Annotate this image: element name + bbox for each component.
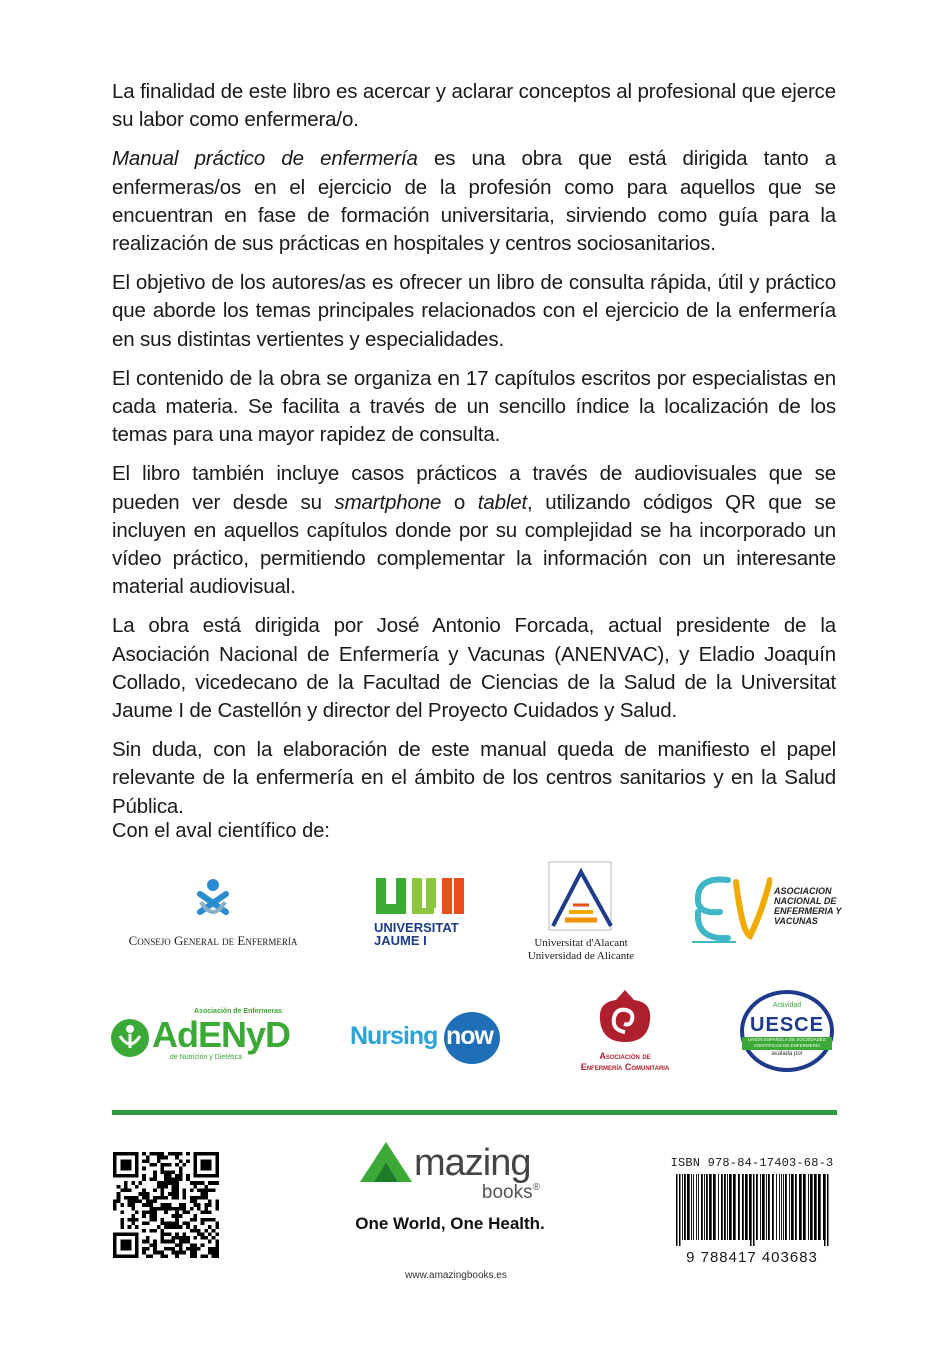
publisher-url[interactable]: www.amazingbooks.es	[405, 1270, 507, 1281]
body-paragraph: Sin duda, con la elaboración de este manual queda de manifiesto el papel relevante de la enfermería en el ámbito de los centros sanitarios y en la Salud Pública.	[112, 738, 836, 818]
publisher-slogan: One World, One Health.	[355, 1214, 545, 1233]
body-paragraph: La obra está dirigida por José Antonio Forcada, actual presidente de la Asociación Nacional de Enfermería y Vacunas (ANENVAC), y Eladio Joaquín Collado, vicedecano de la Facultad de Ciencias de la Salud de la Universitat Jaume I de Castellón y director del Proyecto Cuidados y Salud.	[112, 614, 836, 723]
body-paragraph: El objetivo de los autores/as es ofrecer un libro de consulta rápida, útil y práctico que aborde los temas principales relacionados con el ejercicio de la enfermería en sus distintas vertientes y especialidades.	[112, 271, 836, 351]
adenyd-top: Asociación de Enfermeras	[194, 1008, 282, 1015]
nursing-word: Nursing	[350, 1022, 438, 1050]
endorsement-heading: Con el aval científico de:	[112, 820, 330, 842]
cge-name: Consejo General de Enfermería	[128, 933, 298, 948]
amazing-a-icon	[358, 1140, 414, 1184]
isbn-text: ISBN 978-84-17403-68-3	[670, 1156, 834, 1170]
nursing-now-logo	[350, 1012, 502, 1066]
body-paragraph: Manual práctico de enfermería es una obra que está dirigida tanto a enfermeras/os en el ejercicio de la profesión como para aquellos que se encuentran en fase de formación universitaria, sirviendo como guía para la realización de sus prácticas en hospitales y centros sociosanitarios.	[112, 147, 836, 256]
aec-emblem-icon	[594, 986, 656, 1046]
uesce-bottom: avalada por	[771, 1051, 803, 1057]
registered-mark: ®	[532, 1182, 540, 1193]
now-word: now	[446, 1022, 493, 1050]
uesce-band: UNIÓN ESPAÑOLA DE SOCIEDADES CIENTÍFICAS DE ENFERMERÍA	[742, 1037, 832, 1050]
footer-divider	[112, 1110, 837, 1115]
anenvac-line3: ENFERMERIA Y	[774, 906, 842, 916]
ua-logo	[526, 860, 636, 964]
uesce-top: Actividad	[772, 1002, 802, 1009]
aec-line2: Enfermería Comunitaria	[580, 1062, 670, 1072]
adenyd-bottom: de Nutrición y Dietética	[170, 1054, 242, 1061]
qr-code-icon	[113, 1152, 219, 1258]
anenvac-emblem-icon	[692, 872, 772, 948]
aec-logo	[560, 986, 690, 1078]
adenyd-emblem-icon	[110, 1018, 150, 1058]
anenvac-logo	[692, 872, 842, 948]
anenvac-line1: ASOCIACION	[774, 886, 832, 896]
publisher-logo	[330, 1140, 570, 1234]
uji-line2: JAUME I	[374, 933, 427, 948]
uesce-name: UESCE	[750, 1014, 824, 1036]
body-paragraph: La finalidad de este libro es acercar y aclarar conceptos al profesional que ejerce su labor como enfermera/o.	[112, 80, 836, 132]
uji-emblem-icon	[374, 876, 466, 916]
ua-line2: Universidad de Alicante	[527, 950, 635, 962]
description-text	[112, 78, 836, 832]
anenvac-line4: VACUNAS	[774, 916, 818, 926]
ua-emblem-icon	[541, 860, 621, 932]
publisher-name: mazing	[414, 1142, 531, 1184]
barcode-icon	[666, 1170, 838, 1248]
cge-logo	[108, 876, 318, 946]
anenvac-line2: NACIONAL DE	[774, 896, 837, 906]
publisher-books: books	[481, 1182, 533, 1203]
uji-line1: UNIVERSITAT	[374, 920, 459, 935]
ua-line1: Universitat d'Alacant	[534, 937, 628, 949]
cge-emblem-icon	[108, 876, 318, 922]
uesce-logo	[736, 990, 838, 1074]
aec-line1: Asociación de	[599, 1051, 651, 1061]
adenyd-name: AdENyD	[152, 1014, 291, 1055]
qr-code[interactable]	[113, 1152, 219, 1258]
body-paragraph: El libro también incluye casos prácticos a través de audiovisuales que se pueden ver desde su smartphone o tablet, utilizando códigos QR que se incluyen en aquellos capítulos donde por su complejidad se ha incorporado un vídeo práctico, permitiendo complementar la información con un interesante material audiovisual.	[112, 462, 836, 599]
uji-logo	[374, 876, 470, 946]
barcode-digits: 9 788417 403683	[686, 1249, 818, 1266]
adenyd-logo	[108, 1008, 293, 1068]
isbn-barcode	[666, 1156, 838, 1266]
body-paragraph: El contenido de la obra se organiza en 17 capítulos escritos por especialistas en cada materia. Se facilita a través de un sencillo índice la localización de los temas para una mayor rapidez de consulta.	[112, 366, 836, 447]
